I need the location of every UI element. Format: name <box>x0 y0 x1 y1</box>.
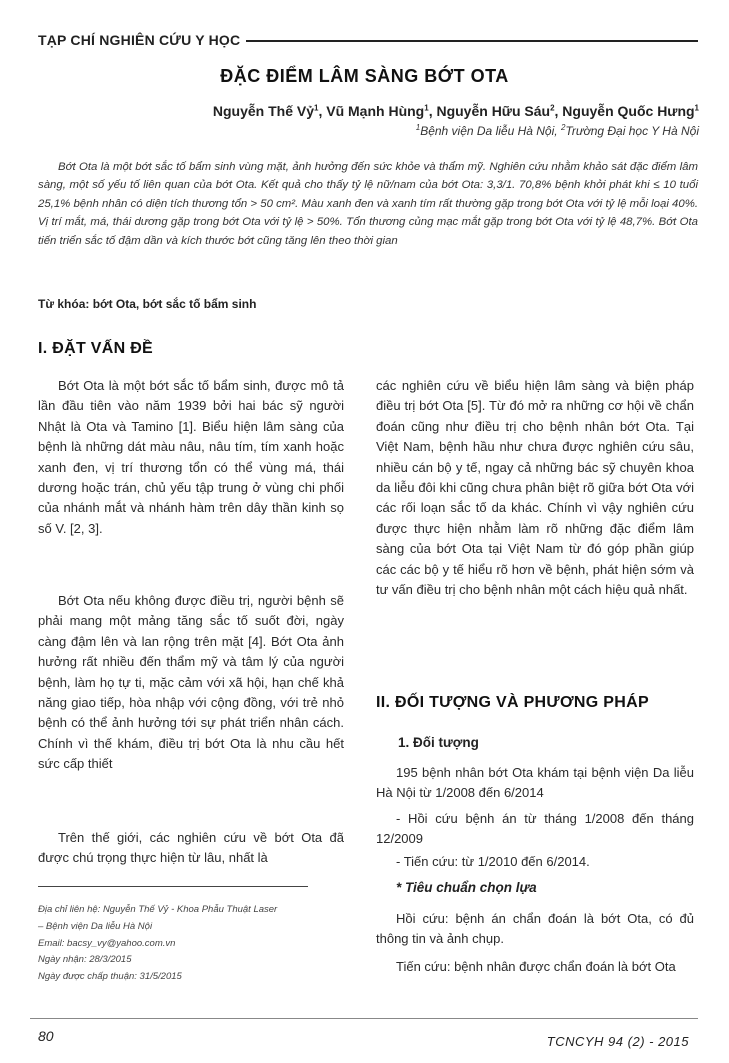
methods-paragraph-2: - Hồi cứu bệnh án từ tháng 1/2008 đến tháng 12/2009 <box>376 811 694 847</box>
author-sup: 2 <box>550 103 555 113</box>
affiliation-sup: 1 <box>415 123 421 132</box>
keywords-label: Từ khóa: <box>38 297 90 311</box>
footnote-contact: Địa chỉ liên hệ: Nguyễn Thế Vỷ - Khoa Phẫu Thuật Laser <box>38 904 278 915</box>
author-name: Nguyễn Hữu Sáu <box>436 103 551 119</box>
footer-journal-issue: TCNCYH 94 (2) - 2015 <box>546 1034 689 1049</box>
affiliation-line <box>416 124 699 138</box>
subheading-subjects: 1. Đối tượng <box>398 735 479 750</box>
intro-paragraph-1: Bớt Ota là một bớt sắc tố bẩm sinh, được mô tả lần đầu tiên vào năm 1939 bởi hai bác sỹ người Nhật là Ota và Tamino [1]. Biểu hiện lâm sàng của bệnh là những dát màu nâu, nâu tím, tím xanh hoặc xanh đen, vị trí thương tổn có thể vùng má, thái dương hoặc trán, chủ yếu tập trung ở vùng chi phối của nhánh mắt và nhánh hàm trên dây thần kinh sọ số V. [2, 3]. <box>38 378 344 536</box>
journal-header <box>38 30 698 50</box>
author-sup: 1 <box>314 103 319 113</box>
intro-paragraph-4: các nghiên cứu về biểu hiện lâm sàng và biện pháp điều trị bớt Ota [5]. Từ đó mở ra những cơ hội về chẩn đoán cũng như điều trị cho bệnh nhân bớt Ota. Tại Việt Nam, bệnh hầu như chưa được nghiên cứu sâu, nhiều cán bộ y tế, ngay cả những bác sỹ chuyên khoa da liễu đôi khi cũng chưa phân biệt rõ giữa bớt Ota với các rối loạn sắc tố da khác. Chính vì vậy nghiên cứu được thực hiện nhằm làm rõ những đặc điểm lâm sàng của bớt Ota tại Việt Nam từ đó góp phần giúp các các bộ y tế hiểu rõ hơn về bệnh, phát hiện sớm và tư vấn điều trị cho bệnh nhân một cách hiệu quả nhất. <box>376 378 694 598</box>
journal-name: TẠP CHÍ NGHIÊN CỨU Y HỌC <box>38 32 241 48</box>
author-name: Vũ Mạnh Hùng <box>326 103 425 119</box>
footnote-rule <box>38 886 308 887</box>
footnote-accepted: Ngày được chấp thuận: 31/5/2015 <box>38 971 182 983</box>
footnote-received: Ngày nhận: 28/3/2015 <box>38 954 132 966</box>
methods-paragraph-5: Tiến cứu: bệnh nhân được chẩn đoán là bớt Ota <box>396 959 676 974</box>
methods-paragraph-4: Hồi cứu: bệnh án chẩn đoán là bớt Ota, có đủ thông tin và ảnh chụp. <box>376 911 694 947</box>
abstract: Bớt Ota là một bớt sắc tố bẩm sinh vùng mặt, ảnh hưởng đến sức khỏe và thẩm mỹ. Nghiên cứu nhằm khảo sát đặc điểm lâm sàng, một số yếu tố liên quan của bớt Ota. Kết quả cho thấy tỷ lệ nữ/nam của bớt Ota: 3,3/1. 70,8% bệnh khởi phát khi ≤ 10 tuổi 25,1% bệnh nhân có diện tích thương tổn > 50 cm². Màu xanh đen và xanh tím rất thường gặp trong bớt Ota với tỷ lệ mỗi loại 40%. Vị trí mắt, má, thái dương gặp trong bớt Ota với tỷ lệ > 50%. Tổn thương củng mạc mắt gặp trong bớt Ota với tỷ lệ 48,7%. Bớt Ota tiến triển sắc tố đậm dần và kích thước bớt cũng tăng lên theo thời gian <box>38 161 698 247</box>
footer-rule <box>30 1018 698 1019</box>
author-name: Nguyễn Thế Vỷ <box>212 103 314 119</box>
header-rule <box>246 40 698 42</box>
affiliation-name: Bệnh viện Da liễu Hà Nội, <box>420 124 558 138</box>
footnotes <box>38 902 338 986</box>
author-name: Nguyễn Quốc Hưng <box>562 103 695 119</box>
footnote-email: Email: bacsy_vy@yahoo.com.vn <box>38 937 176 949</box>
intro-paragraph-2: Bớt Ota nếu không được điều trị, người bệnh sẽ phải mang một mảng tăng sắc tố suốt đời, ngày càng đậm lên và lan rộng trên mặt [4]. Bớt Ota ảnh hưởng rất nhiều đến thẩm mỹ và tâm lý của người bệnh, làm họ tự ti, mặc cảm với xã hội, hạn chế khả năng giao tiếp, hòa nhập với cộng đồng, với trẻ nhỏ bệnh có thể ảnh hưởng tới sự phát triển nhân cách. Chính vì thế khám, điều trị bớt Ota là nhu cầu hết sức cấp thiết <box>38 593 344 772</box>
section-title-introduction: I. ĐẶT VẤN ĐỀ <box>38 340 154 357</box>
author-sup: 1 <box>694 103 699 113</box>
footnote-contact-cont: – Bệnh viện Da liễu Hà Nội <box>38 920 153 932</box>
keywords-text: bớt Ota, bớt sắc tố bẩm sinh <box>92 297 257 311</box>
section-title-methods: II. ĐỐI TƯỢNG VÀ PHƯƠNG PHÁP <box>376 694 649 711</box>
intro-paragraph-3: Trên thế giới, các nghiên cứu về bớt Ota đã được chú trọng thực hiện từ lâu, nhất là <box>38 830 344 866</box>
keywords <box>38 297 256 311</box>
page-number: 80 <box>38 1028 54 1044</box>
article-title: ĐẶC ĐIỂM LÂM SÀNG BỚT OTA <box>220 66 509 86</box>
methods-paragraph-1: 195 bệnh nhân bớt Ota khám tại bệnh viện Da liễu Hà Nội từ 1/2008 đến 6/2014 <box>376 765 694 801</box>
methods-paragraph-3: - Tiến cứu: từ 1/2010 đến 6/2014. <box>396 854 590 869</box>
affiliation-name: Trường Đại học Y Hà Nội <box>565 124 699 138</box>
subheading-criteria: * Tiêu chuẩn chọn lựa <box>396 880 537 895</box>
affiliation-sup: 2 <box>560 123 566 132</box>
author-sup: 1 <box>424 103 429 113</box>
author-list: Nguyễn Thế Vỷ$^1$, Vũ Mạnh Hùng$^1$, Nguyễn Hữu Sáu$^2$, Nguyễn Quốc Hưng$^1$ <box>212 103 699 119</box>
